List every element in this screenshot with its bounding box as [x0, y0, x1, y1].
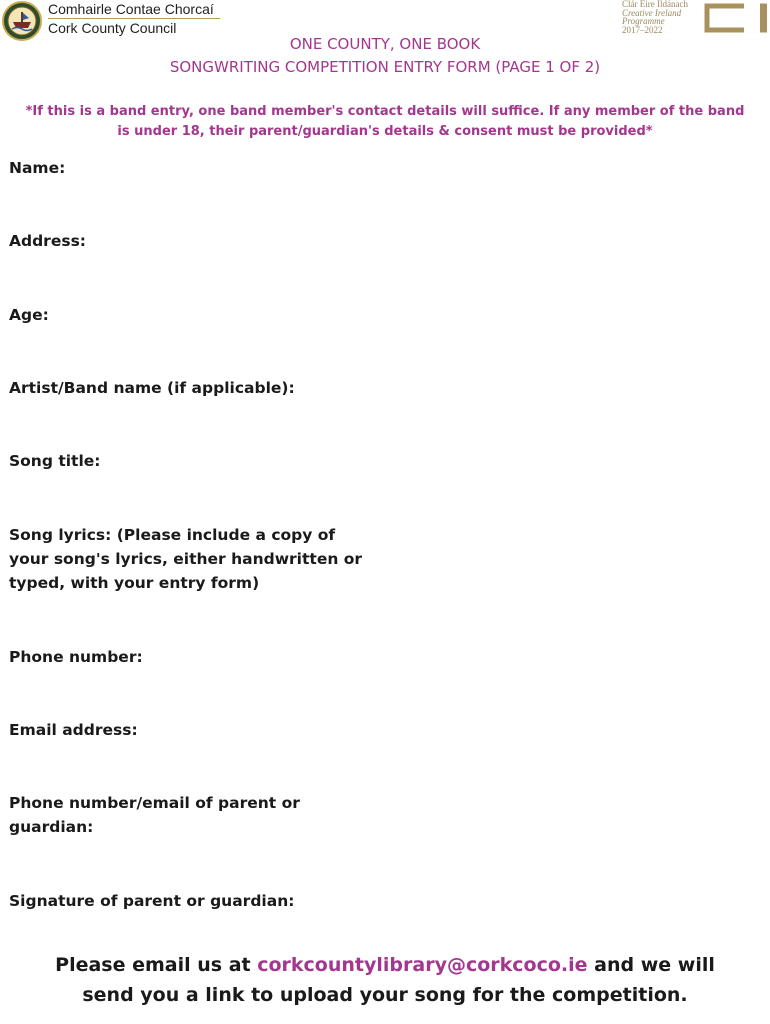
- council-name-divider: [48, 18, 220, 19]
- song-lyrics-label-line: typed, with your entry form): [9, 574, 260, 592]
- email-field-label: Email address:: [9, 721, 138, 739]
- creative-ireland-logo-text: [622, 0, 688, 34]
- creative-ireland-years: 2017–2022: [622, 24, 663, 35]
- age-field-label: Age:: [9, 306, 49, 324]
- band-entry-note: *If this is a band entry, one band member's contact details will suffice. If any member of the band is under 18, their parent/guardian's details & consent must be provided*: [25, 104, 745, 139]
- song-lyrics-label-line: Song lyrics: (Please include a copy of: [9, 526, 336, 544]
- form-title: ONE COUNTY, ONE BOOK: [289, 35, 481, 53]
- upload-instructions: [0, 950, 770, 1010]
- upload-instructions-text: and we will: [587, 954, 715, 976]
- creative-ireland-irish: Clár Éire Ildánach: [622, 0, 688, 9]
- name-field-label: Name:: [9, 159, 66, 177]
- library-email-link[interactable]: corkcountylibrary@corkcoco.ie: [257, 954, 588, 976]
- upload-instructions-line: [0, 950, 770, 980]
- form-subtitle: SONGWRITING COMPETITION ENTRY FORM (PAGE 1 OF 2): [169, 58, 601, 76]
- council-name-irish: Comhairle Contae Chorcaí: [48, 1, 214, 17]
- guardian-contact-field-label: [9, 791, 300, 839]
- address-field-label: Address:: [9, 232, 86, 250]
- council-name-english: Cork County Council: [48, 20, 177, 36]
- guardian-signature-field-label: Signature of parent or guardian:: [9, 892, 295, 910]
- song-lyrics-label-line: your song's lyrics, either handwritten or: [9, 550, 363, 568]
- guardian-contact-label-line: guardian:: [9, 818, 94, 836]
- artist-band-field-label: Artist/Band name (if applicable):: [9, 379, 295, 397]
- creative-ireland-english: Creative Ireland: [622, 7, 682, 18]
- phone-field-label: Phone number:: [9, 648, 143, 666]
- creative-ireland-logo-icon: [704, 3, 770, 33]
- upload-instructions-line: send you a link to upload your song for the competition.: [82, 984, 688, 1006]
- upload-instructions-text: Please email us at: [55, 954, 258, 976]
- song-title-field-label: Song title:: [9, 452, 101, 470]
- song-lyrics-field-label: [9, 523, 362, 595]
- creative-ireland-programme: Programme: [622, 16, 665, 26]
- guardian-contact-label-line: Phone number/email of parent or: [9, 794, 300, 812]
